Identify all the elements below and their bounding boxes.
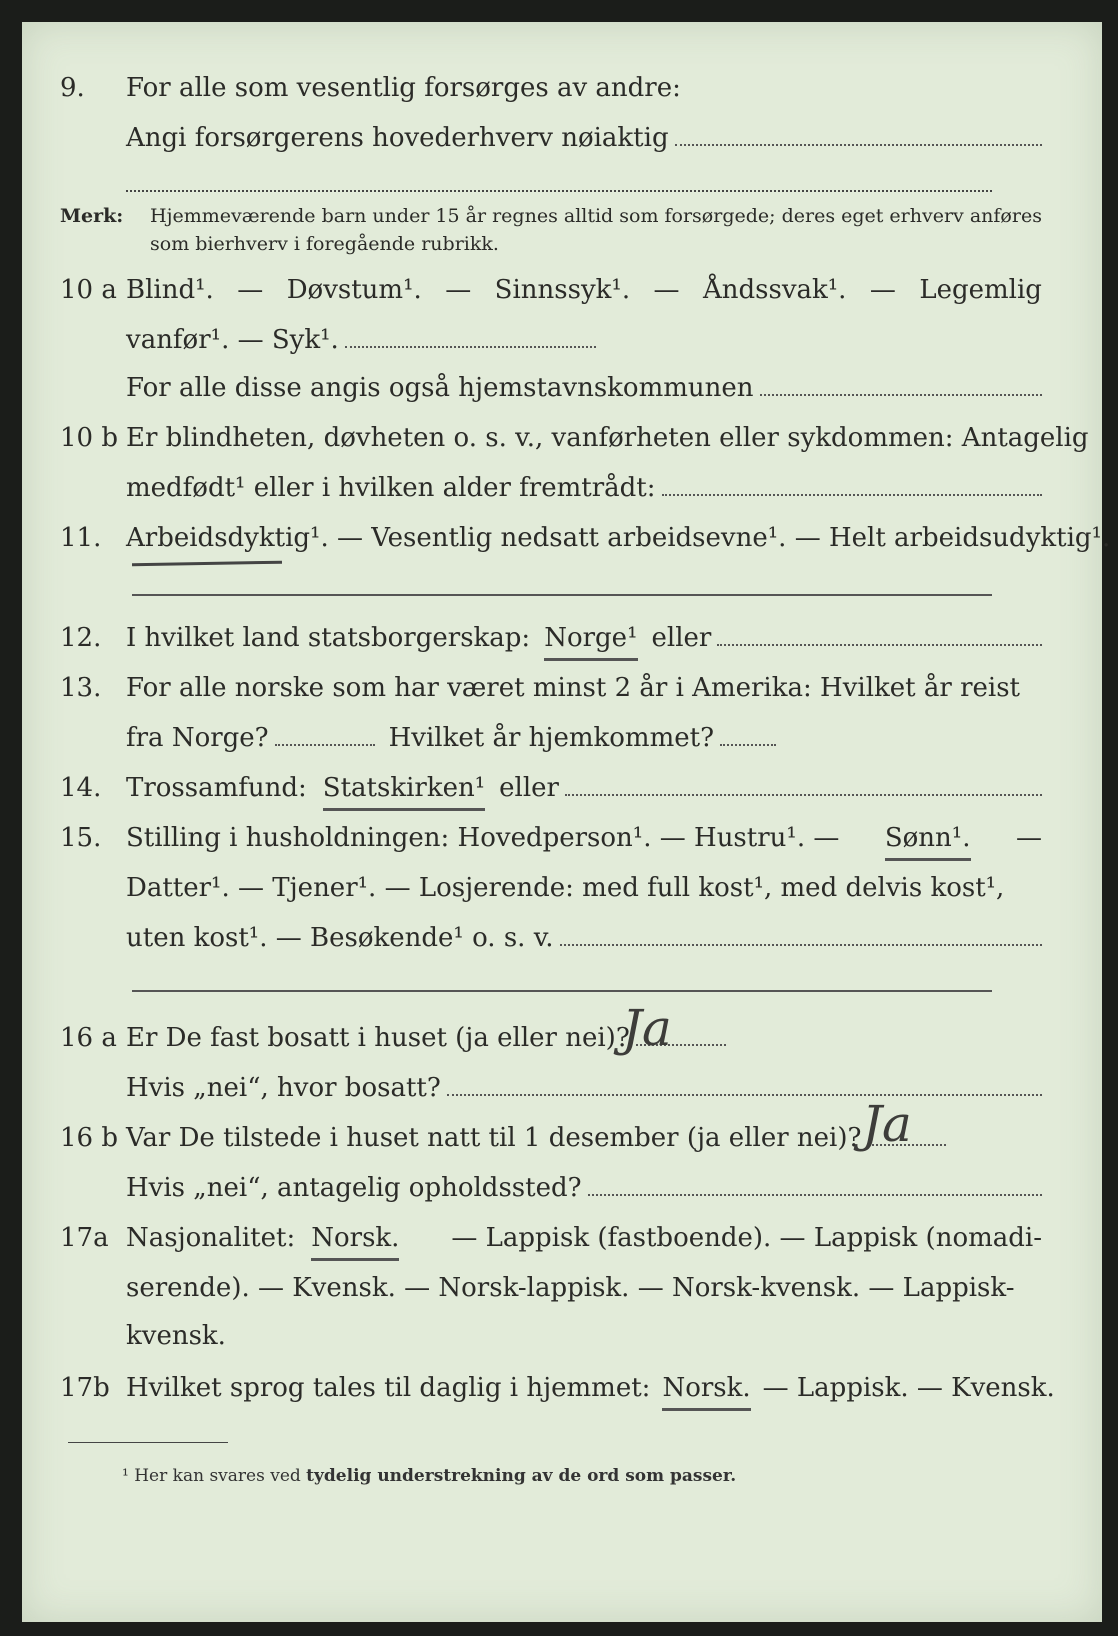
q15-sonn-option[interactable]: Sønn¹. [885,818,971,861]
q11-row [22,518,1111,558]
q10a-vanfor[interactable]: vanfør¹. — Syk¹. [126,325,339,355]
q16a-question: Er De fast bosatt i huset (ja eller nei)? [126,1023,630,1053]
q16a-number: 16 a [60,1023,117,1053]
q15-number: 15. [60,823,102,853]
q17b-question: Hvilket sprog tales til daglig i hjemmet: [126,1373,651,1403]
q17a-row3 [22,1316,1102,1356]
q16b-opholdssted-line[interactable] [588,1168,1042,1196]
q16b-question: Var De tilstede i huset natt til 1 desember (ja eller nei)? [126,1123,862,1153]
q10b-answer-line[interactable] [662,468,1043,496]
q13-hjemkommet-line[interactable] [720,718,776,746]
option-andssvak[interactable]: Åndssvak¹. [702,275,847,305]
q13-reist-line[interactable] [275,718,375,746]
q12-number: 12. [60,623,102,653]
q17b-number: 17b [60,1373,110,1403]
q17a-row [22,1218,1102,1258]
footnote-mark: ¹ [122,1466,129,1486]
q9-number: 9. [60,73,85,103]
footnote-rule [68,1442,228,1443]
q9-question: For alle som vesentlig forsørges av andre: [126,73,681,103]
q13-hjemkommet: Hvilket år hjemkommet? [388,723,715,753]
footnote [122,1466,736,1486]
q10a-hjemstavn-line[interactable] [760,368,1042,396]
q9-row2 [22,118,1102,158]
option-legemlig[interactable]: Legemlig [919,275,1042,305]
q10a-hjemstavn: For alle disse angis også hjemstavnskommunen [126,373,754,403]
q17b-norsk-option[interactable]: Norsk. [662,1368,750,1411]
q10a-options: Blind¹. — Døvstum¹. — Sinnssyk¹. — Åndssvak¹. — Legemlig [126,270,1042,310]
q16a-question-2: Hvis „nei“, hvor bosatt? [126,1073,441,1103]
q16b-row2 [22,1168,1102,1208]
q17a-norsk-option[interactable]: Norsk. [311,1218,399,1261]
q13-reist: fra Norge? [126,723,269,753]
q12-row [22,618,1102,658]
q12-norge-option[interactable]: Norge¹ [544,618,637,661]
q15-question: Stilling i husholdningen: Hovedperson¹. — Hustru¹. — [126,823,840,853]
q12-question: I hvilket land statsborgerskap: [126,623,531,653]
q10b-row2 [22,468,1102,508]
q13-row [22,668,1102,708]
q11-options[interactable]: Arbeidsdyktig¹. — Vesentlig nedsatt arbeidsevne¹. — Helt arbeidsudyktig¹. [126,523,1111,553]
q13-question: For alle norske som har været minst 2 år i Amerika: Hvilket år reist [126,673,1020,703]
q15-row3 [22,918,1102,958]
q16b-number: 16 b [60,1123,118,1153]
q13-row2 [22,718,1102,758]
q11-answer-line[interactable] [132,594,992,596]
q11-underline-mark [132,561,282,567]
footnote-emphasis: tydelig understrekning av de ord som passer. [306,1466,737,1486]
q10a-row3 [22,368,1102,408]
footnote-text: Her kan svares ved [134,1466,301,1486]
census-form-page [22,22,1111,1622]
q15-options-3[interactable]: uten kost¹. — Besøkende¹ o. s. v. [126,923,554,953]
q14-number: 14. [60,773,102,803]
q9-answer-line-2[interactable] [126,190,992,192]
q16b-handwritten-answer: Ja [862,1095,912,1153]
merk-label: Merk: [60,205,124,227]
option-sinnssyk[interactable]: Sinnssyk¹. [494,275,631,305]
q12-eller: eller [651,623,712,653]
q17a-options[interactable]: — Lappisk (fastboende). — Lappisk (nomadi- [451,1223,1042,1253]
q16a-handwritten-answer: Ja [622,999,672,1057]
q9-question-2: Angi forsørgerens hovederhverv nøiaktig [126,123,669,153]
q15-options-2[interactable]: Datter¹. — Tjener¹. — Losjerende: med full kost¹, med delvis kost¹, [126,873,1005,903]
q16a-row [22,1018,1102,1058]
option-dovstum[interactable]: Døvstum¹. [286,275,422,305]
q17a-row2 [22,1268,1102,1308]
merk-note [22,202,1102,258]
q13-number: 13. [60,673,102,703]
q17a-options-2[interactable]: serende). — Kvensk. — Norsk-lappisk. — Norsk-kvensk. — Lappisk- [126,1273,1015,1303]
q10a-row [22,270,1102,310]
q14-row [22,768,1102,808]
q14-eller: eller [499,773,559,803]
q15-row: 15. Stilling i husholdningen: Hovedperson¹. — Hustru¹. — Sønn¹. — [22,818,1102,858]
q15-answer-line-2[interactable] [132,990,992,992]
q14-answer-line[interactable] [565,768,1042,796]
q15-answer-line[interactable] [560,918,1042,946]
q16b-row [22,1118,1102,1158]
q9-answer-line[interactable] [675,118,1042,146]
q17b-options[interactable]: — Lappisk. — Kvensk. [762,1373,1055,1403]
q17a-number: 17a [60,1223,109,1253]
q14-statskirken-option[interactable]: Statskirken¹ [323,768,485,811]
q9-row [22,68,1102,108]
q11-number: 11. [60,523,102,553]
q10b-question: Er blindheten, døvheten o. s. v., vanførheten eller sykdommen: Antagelig [126,423,1089,453]
q17b-row [22,1368,1102,1408]
q10a-answer-line[interactable] [345,320,596,348]
q10a-number: 10 a [60,275,117,305]
q16a-bosatt-line[interactable] [447,1068,1042,1096]
q16b-question-2: Hvis „nei“, antagelig opholdssted? [126,1173,582,1203]
q10b-number: 10 b [60,423,118,453]
q12-answer-line[interactable] [717,618,1042,646]
q10a-row2 [22,320,1102,360]
q15-row2 [22,868,1102,908]
q17a-options-3[interactable]: kvensk. [126,1321,226,1351]
q10b-row [22,418,1102,458]
q10b-question-2: medfødt¹ eller i hvilken alder fremtrådt: [126,473,656,503]
q14-question: Trossamfund: [126,773,307,803]
q17a-question: Nasjonalitet: [126,1223,296,1253]
q16a-row2 [22,1068,1102,1108]
option-blind[interactable]: Blind¹. [126,275,214,305]
merk-text: Hjemmeværende barn under 15 år regnes alltid som forsørgede; deres eget erhverv anføres som bierhverv i foregående rubrikk. [150,205,1042,255]
